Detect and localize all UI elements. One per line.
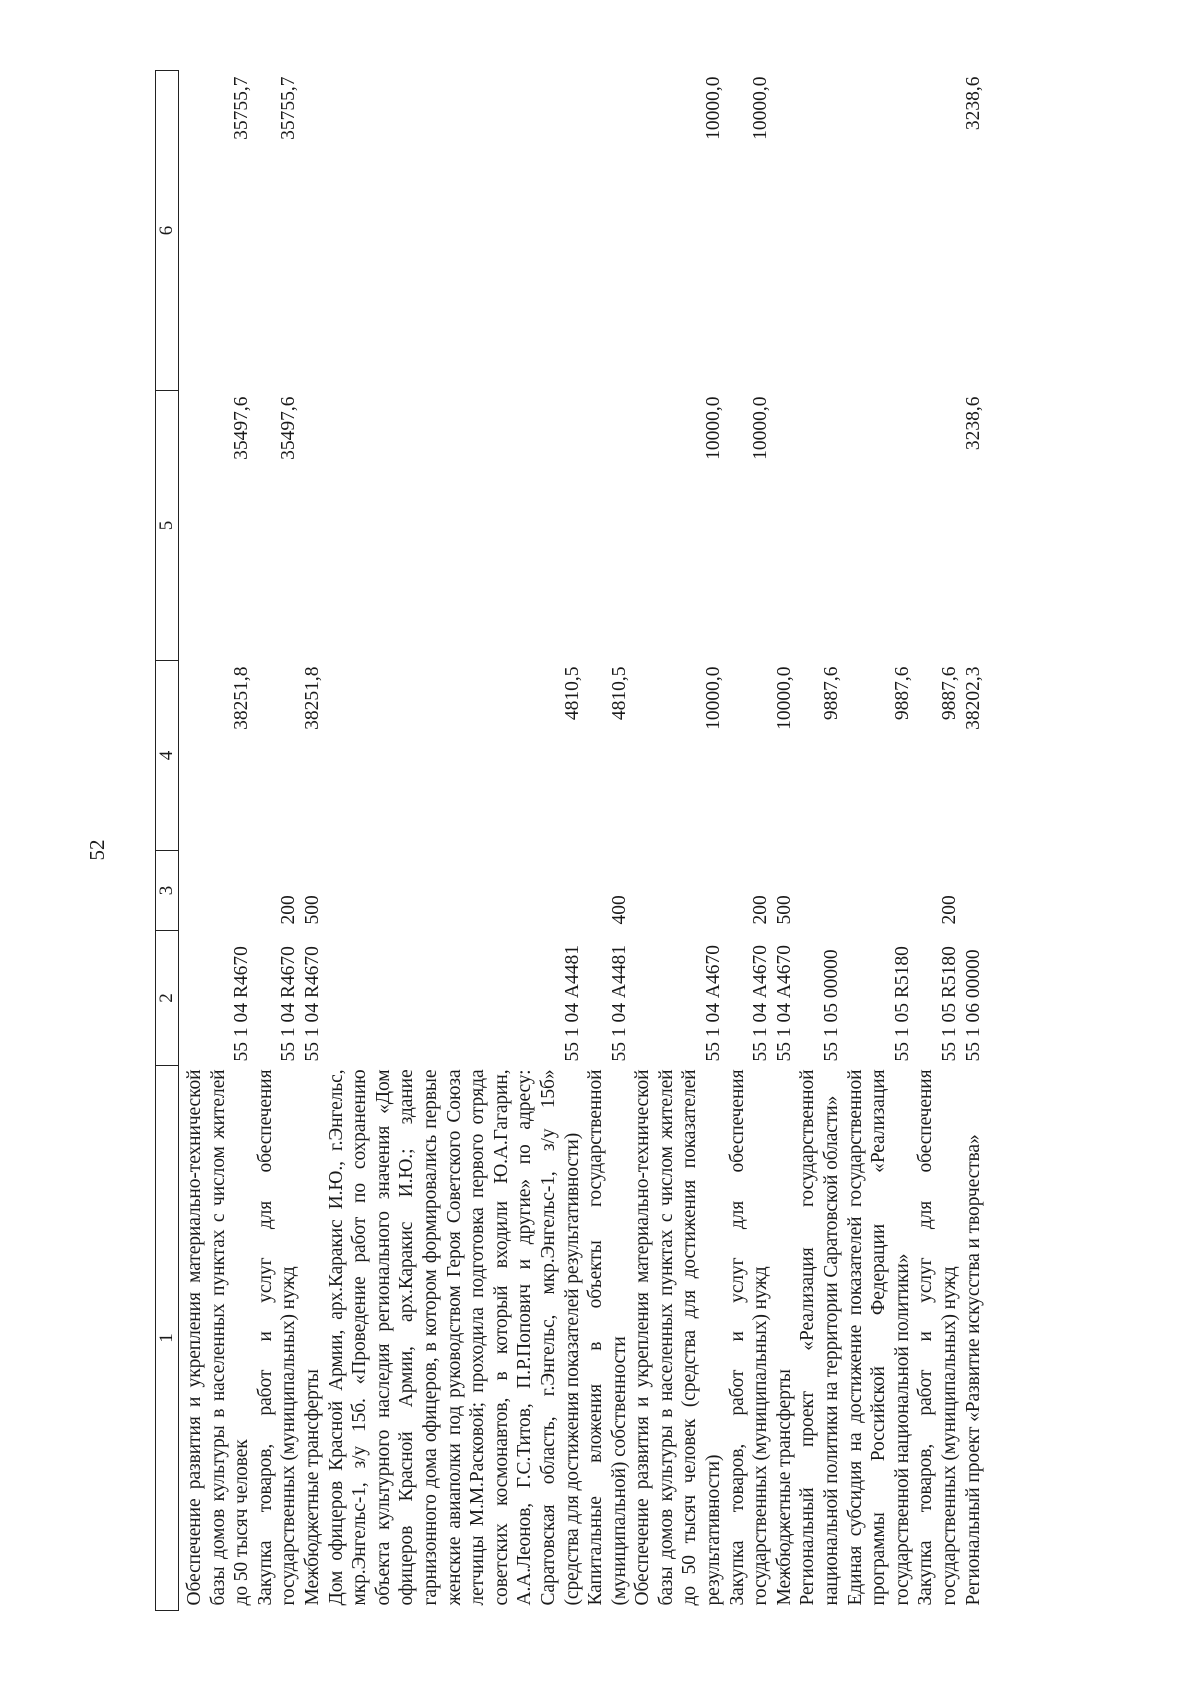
row-value-3 — [773, 71, 797, 391]
row-expense-type: 500 — [773, 895, 795, 925]
row-code: 55 1 04 R4670 — [231, 946, 253, 1062]
table-row — [726, 71, 773, 1611]
table-row — [179, 71, 254, 1611]
table-row — [631, 71, 725, 1611]
row-value-1: 9887,6 — [891, 666, 913, 721]
row-value-1: 38251,8 — [301, 666, 323, 730]
table-row — [962, 71, 986, 1611]
row-name: Межбюджетные трансферты — [773, 1369, 795, 1606]
page-number: 52 — [85, 839, 109, 861]
header-cell-2: 2 — [156, 931, 179, 1066]
row-expense-type: 200 — [939, 895, 960, 925]
budget-table — [155, 70, 985, 1611]
row-value-1: 4810,5 — [561, 666, 583, 721]
row-value-2 — [301, 391, 325, 661]
row-code: 55 1 05 R5180 — [891, 946, 913, 1062]
row-value-1 — [726, 661, 773, 851]
row-name: Закупка товаров, работ и услуг для обеспечения государственных (муниципальных) нужд — [915, 1069, 960, 1606]
table-row — [254, 71, 301, 1611]
table-row — [914, 71, 961, 1611]
row-name: Закупка товаров, работ и услуг для обеспечения государственных (муниципальных) нужд — [726, 1069, 772, 1606]
row-expense-type: 500 — [301, 895, 323, 925]
row-value-3: 3238,6 — [962, 76, 984, 131]
row-expense-type — [796, 851, 843, 931]
row-value-1: 4810,5 — [608, 666, 630, 721]
row-value-2: 3238,6 — [962, 396, 984, 451]
row-value-1: 9887,6 — [821, 666, 843, 721]
row-name: Обеспечение развития и укрепления материально-технической базы домов культуры в населенных пунктах с числом жителей до 50 тысяч человек — [184, 1069, 253, 1606]
row-code: 55 1 04 А4670 — [703, 945, 725, 1062]
row-code: 55 1 04 R4670 — [278, 946, 300, 1062]
row-value-3 — [914, 71, 961, 391]
header-cell-3: 3 — [156, 851, 179, 931]
row-expense-type — [962, 851, 986, 931]
row-value-1: 9887,6 — [939, 666, 960, 721]
row-value-2 — [584, 391, 631, 661]
row-expense-type: 200 — [278, 895, 300, 925]
row-expense-type: 200 — [750, 895, 772, 925]
row-name: Региональный проект «Развитие искусства и творчества» — [962, 1134, 984, 1606]
header-cell-6: 6 — [156, 71, 179, 391]
row-expense-type — [844, 851, 915, 931]
row-value-3 — [584, 71, 631, 391]
table-row — [325, 71, 585, 1611]
table-row — [584, 71, 631, 1611]
row-expense-type: 400 — [608, 895, 630, 925]
row-value-2: 35497,6 — [231, 396, 253, 460]
table-row — [796, 71, 843, 1611]
row-name: Региональный проект «Реализация государственной национальной политики на территории Саратовской области» — [797, 1069, 843, 1606]
row-value-2: 35497,6 — [278, 396, 300, 460]
row-value-2: 10000,0 — [750, 396, 772, 460]
row-value-3 — [844, 71, 915, 391]
row-code: 55 1 04 А4670 — [773, 945, 795, 1062]
rotated-table-sheet — [155, 71, 1177, 1611]
row-code: 55 1 04 А4481 — [608, 945, 630, 1062]
header-cell-4: 4 — [156, 661, 179, 851]
row-name: Обеспечение развития и укрепления материально-технической базы домов культуры в населенных пунктах с числом жителей до 50 тысяч человек (средства для достижения показателей результативности) — [632, 1069, 725, 1606]
row-name: Межбюджетные трансферты — [301, 1369, 323, 1606]
row-value-2 — [844, 391, 915, 661]
row-value-1: 10000,0 — [773, 666, 795, 730]
row-code: 55 1 04 А4481 — [561, 945, 583, 1062]
row-value-2 — [796, 391, 843, 661]
header-row — [156, 71, 179, 1611]
row-value-1: 38251,8 — [231, 666, 253, 730]
row-value-3: 10000,0 — [750, 76, 772, 140]
row-value-3: 35755,7 — [231, 76, 253, 140]
row-name: Дом офицеров Красной Армии, арх.Каракис И.Ю., г.Энгельс, мкр.Энгельс-1, з/у 15б. «Проведение работ по сохранению объекта культурного наследия регионального значения «Дом офицеров Красной Армии, арх.Каракис И.Ю.; здание гарнизонного дома офицеров, в котором формировались первые женские авиаполки под руководством Героя Советского Союза летчицы М.М.Расковой; проходила подготовка первого отряда советских космонавтов, в который входили Ю.А.Гагарин, А.А.Леонов, Г.С.Титов, П.Р.Попович и другие» по адресу: Саратовская область, г.Энгельс, мкр.Энгельс-1, з/у 15б» (средства для достижения показателей результативности) — [325, 1069, 583, 1606]
row-code: 55 1 04 А4670 — [750, 945, 772, 1062]
row-name: Закупка товаров, работ и услуг для обеспечения государственных (муниципальных) нужд — [254, 1069, 300, 1606]
row-value-2: 10000,0 — [703, 396, 725, 460]
row-value-3 — [325, 71, 585, 391]
row-value-3: 35755,7 — [278, 76, 300, 140]
row-value-3: 10000,0 — [703, 76, 725, 140]
table-row — [844, 71, 915, 1611]
table-row — [773, 71, 797, 1611]
row-name: Единая субсидия на достижение показателей государственной программы Российской Федерации «Реализация государственной национальной политики» — [844, 1069, 913, 1606]
row-expense-type — [631, 851, 725, 931]
header-cell-1: 1 — [156, 1066, 179, 1611]
row-value-2 — [914, 391, 961, 661]
row-code: 55 1 04 R4670 — [301, 946, 323, 1062]
row-value-2 — [773, 391, 797, 661]
row-value-1 — [254, 661, 301, 851]
row-code: 55 1 05 R5180 — [939, 946, 960, 1062]
row-name: Капитальные вложения в объекты государственной (муниципальной) собственности — [585, 1069, 630, 1606]
row-expense-type — [179, 851, 254, 931]
header-cell-5: 5 — [156, 391, 179, 661]
table-row — [301, 71, 325, 1611]
row-value-1: 10000,0 — [703, 666, 725, 730]
row-expense-type — [325, 851, 585, 931]
row-code: 55 1 06 00000 — [962, 949, 984, 1062]
row-value-3 — [301, 71, 325, 391]
row-value-3 — [796, 71, 843, 391]
row-value-1: 38202,3 — [962, 666, 984, 730]
row-value-2 — [325, 391, 585, 661]
row-code: 55 1 05 00000 — [821, 949, 843, 1062]
